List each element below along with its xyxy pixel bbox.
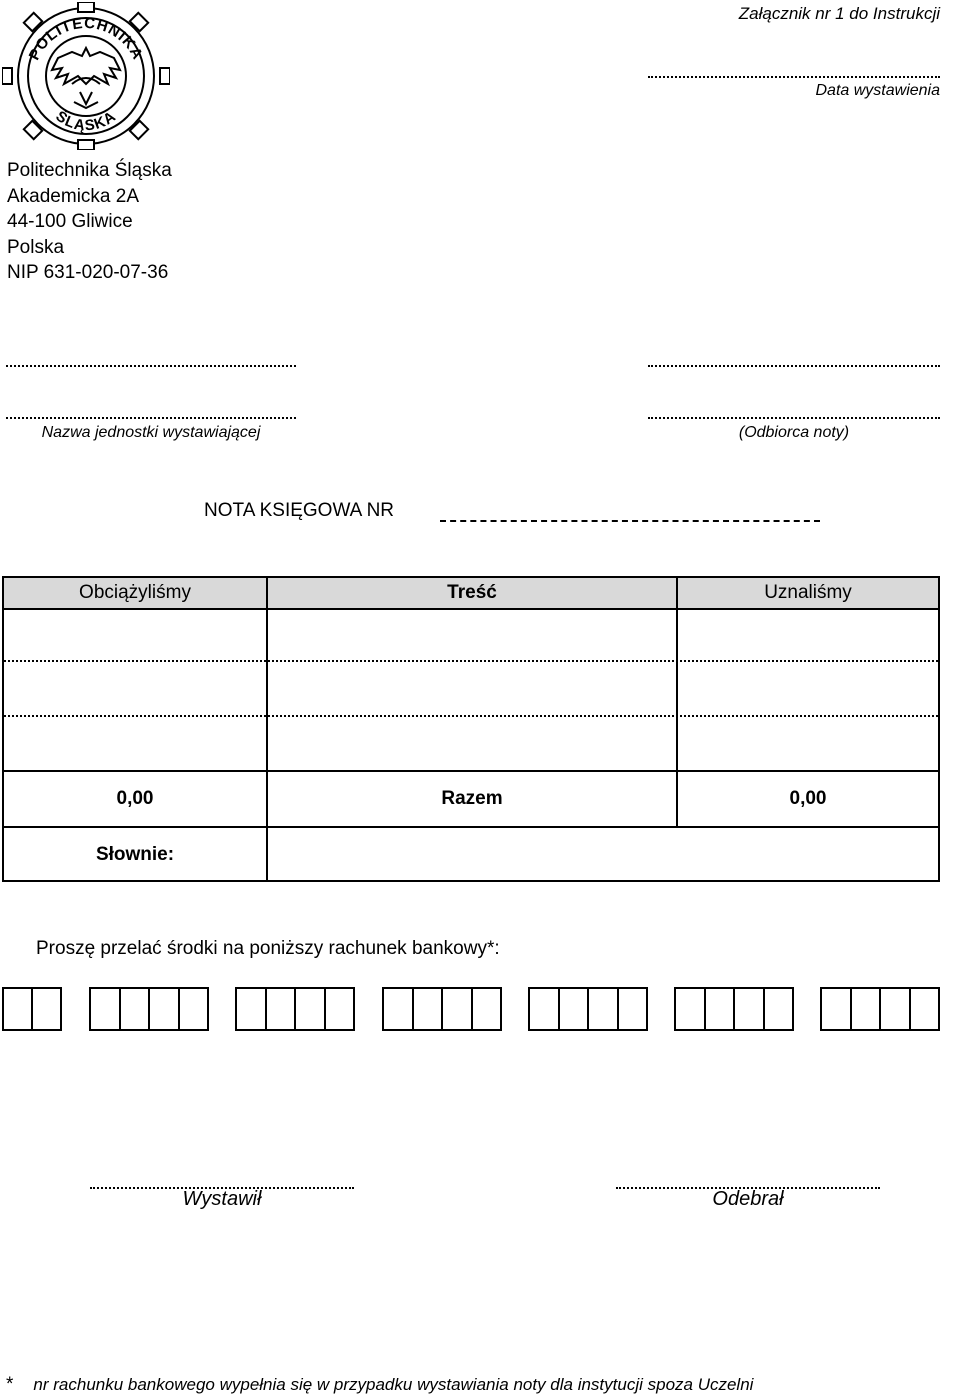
- received-by-label: Odebrał: [712, 1188, 784, 1210]
- account-digit-box[interactable]: [822, 989, 852, 1029]
- table-row[interactable]: [4, 715, 938, 717]
- account-group-1[interactable]: [2, 987, 62, 1031]
- header-description: Treść: [447, 582, 497, 603]
- total-label: Razem: [441, 788, 503, 809]
- account-digit-box[interactable]: [326, 989, 354, 1029]
- account-digit-box[interactable]: [267, 989, 297, 1029]
- account-digit-box[interactable]: [296, 989, 326, 1029]
- attachment-label: Załącznik nr 1 do Instrukcji: [738, 4, 940, 23]
- account-digit-box[interactable]: [530, 989, 560, 1029]
- account-digit-box[interactable]: [121, 989, 151, 1029]
- recipient-field-line-1[interactable]: [648, 363, 940, 367]
- account-digit-box[interactable]: [560, 989, 590, 1029]
- account-digit-box[interactable]: [881, 989, 911, 1029]
- account-digit-box[interactable]: [180, 989, 208, 1029]
- account-group-6[interactable]: [674, 987, 794, 1031]
- university-logo: [2, 2, 170, 150]
- account-digit-box[interactable]: [150, 989, 180, 1029]
- account-digit-box[interactable]: [33, 989, 60, 1029]
- issuer-country: Polska: [7, 236, 65, 258]
- issue-date-label: Data wystawienia: [815, 82, 940, 99]
- footnote-marker: *: [6, 1374, 14, 1395]
- total-credit: 0,00: [789, 788, 827, 809]
- footnote-text: nr rachunku bankowego wypełnia się w przypadku wystawiania noty dla instytucji spoza Uczelni: [33, 1375, 754, 1394]
- issuer-unit-field-line-2[interactable]: [6, 415, 296, 419]
- account-digit-box[interactable]: [735, 989, 765, 1029]
- table-row[interactable]: [4, 660, 938, 662]
- account-digit-box[interactable]: [384, 989, 414, 1029]
- account-digit-box[interactable]: [589, 989, 619, 1029]
- note-title: NOTA KSIĘGOWA NR: [204, 500, 395, 521]
- account-digit-box[interactable]: [706, 989, 736, 1029]
- amount-in-words-label: Słownie:: [95, 844, 175, 865]
- issued-by-label: Wystawił: [182, 1188, 262, 1210]
- account-digit-box[interactable]: [414, 989, 444, 1029]
- account-group-5[interactable]: [528, 987, 648, 1031]
- account-group-4[interactable]: [382, 987, 502, 1031]
- svg-text:ŚLĄSKA: ŚLĄSKA: [52, 107, 120, 135]
- issuer-nip: NIP 631-020-07-36: [7, 262, 169, 283]
- row-divider: [4, 770, 938, 772]
- account-digit-box[interactable]: [237, 989, 267, 1029]
- issuer-address: [7, 158, 172, 286]
- total-debit: 0,00: [116, 788, 154, 809]
- account-digit-box[interactable]: [443, 989, 473, 1029]
- svg-text:POLITECHNIKA: POLITECHNIKA: [25, 14, 147, 63]
- account-digit-box[interactable]: [91, 989, 121, 1029]
- account-digit-box[interactable]: [676, 989, 706, 1029]
- account-group-3[interactable]: [235, 987, 355, 1031]
- issue-date-field[interactable]: [648, 66, 940, 78]
- account-digit-box[interactable]: [473, 989, 501, 1029]
- account-group-2[interactable]: [89, 987, 209, 1031]
- header-credit: Uznaliśmy: [764, 582, 852, 603]
- issuer-street: Akademicka 2A: [7, 185, 140, 207]
- account-digit-box[interactable]: [852, 989, 882, 1029]
- eagle-gear-emblem-icon: [2, 2, 170, 150]
- account-digit-box[interactable]: [911, 989, 939, 1029]
- issuer-unit-field-line-1[interactable]: [6, 363, 296, 367]
- account-digit-box[interactable]: [619, 989, 647, 1029]
- account-digit-box[interactable]: [765, 989, 793, 1029]
- bank-transfer-label: Proszę przelać środki na poniższy rachunek bankowy*:: [36, 938, 500, 959]
- recipient-label: (Odbiorca noty): [738, 424, 850, 441]
- account-group-7[interactable]: [820, 987, 940, 1031]
- header-debit: Obciążyliśmy: [79, 582, 191, 603]
- note-number-field[interactable]: [440, 514, 820, 522]
- issuer-city: 44-100 Gliwice: [7, 211, 133, 232]
- ledger-table: [2, 576, 940, 882]
- amount-in-words-field[interactable]: [268, 828, 938, 880]
- issuer-unit-label: Nazwa jednostki wystawiającej: [41, 424, 261, 441]
- issuer-name: Politechnika Śląska: [7, 160, 172, 181]
- account-digit-box[interactable]: [4, 989, 33, 1029]
- recipient-field-line-2[interactable]: [648, 415, 940, 419]
- footnote: [6, 1374, 753, 1396]
